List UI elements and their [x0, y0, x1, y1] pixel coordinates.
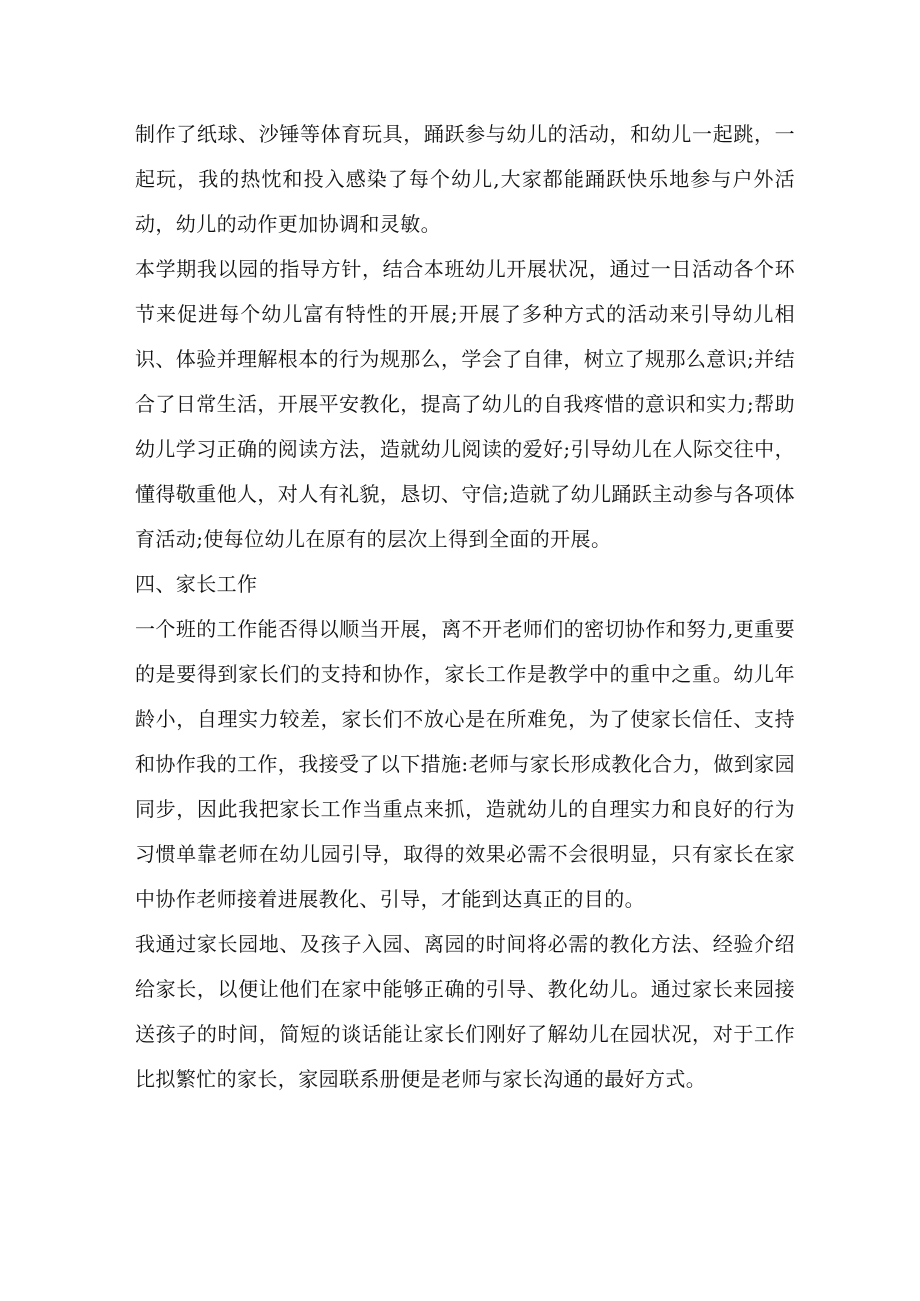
paragraph-parent-cooperation: 一个班的工作能否得以顺当开展，离不开老师们的密切协作和努力,更重要的是要得到家长们的支持和协作，家长工作是教学中的重中之重。幼儿年龄小，自理实力较差，家长们不放心是在所难免，为了使家长信任、支持和协作我的工作，我接受了以下措施:老师与家长形成教化合力，做到家园同步，因此我把家长工作当重点来抓，造就幼儿的自理实力和良好的行为习惯单靠老师在幼儿园引导，取得的效果必需不会很明显，只有家长在家中协作老师接着进展教化、引导，才能到达真正的目的。	[135, 617, 795, 911]
section-heading: 四、家长工作	[135, 572, 258, 596]
paragraph-parent-communication: 我通过家长园地、及孩子入园、离园的时间将必需的教化方法、经验介绍给家长，以便让他们在家中能够正确的引导、教化幼儿。通过家长来园接送孩子的时间，简短的谈话能让家长们刚好了解幼儿在园状况，对于工作比拟繁忙的家长，家园联系册便是老师与家长沟通的最好方式。	[135, 932, 795, 1091]
paragraph-semester-guidance: 本学期我以园的指导方针，结合本班幼儿开展状况，通过一日活动各个环节来促进每个幼儿富有特性的开展;开展了多种方式的活动来引导幼儿相识、体验并理解根本的行为规那么，学会了自律，树立了规那么意识;并结合了日常生活，开展平安教化，提高了幼儿的自我疼惜的意识和实力;帮助幼儿学习正确的阅读方法，造就幼儿阅读的爱好;引导幼儿在人际交往中，懂得敬重他人，对人有礼貌，恳切、守信;造就了幼儿踊跃主动参与各项体育活动;使每位幼儿在原有的层次上得到全面的开展。	[135, 257, 795, 551]
paragraph-sports-activities: 制作了纸球、沙锤等体育玩具，踊跃参与幼儿的活动，和幼儿一起跳，一起玩，我的热忱和投入感染了每个幼儿,大家都能踊跃快乐地参与户外活动，幼儿的动作更加协调和灵敏。	[135, 122, 795, 236]
document-body	[135, 112, 795, 1102]
